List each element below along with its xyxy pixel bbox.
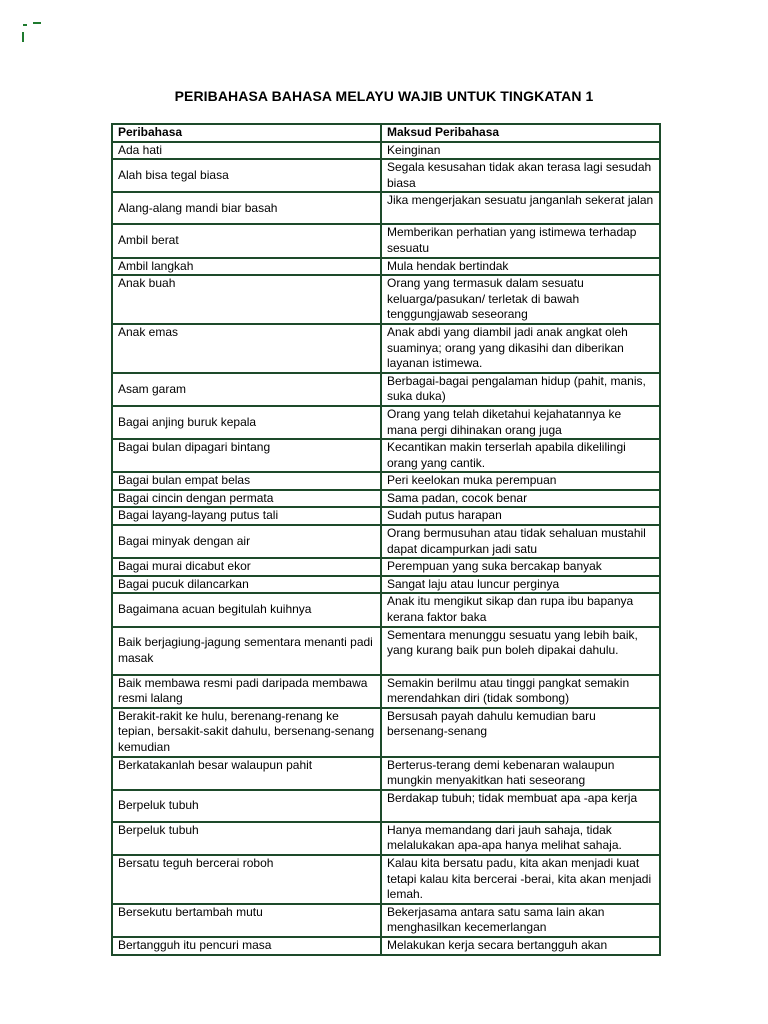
maksud-cell: Kecantikan makin terserlah apabila dikelilingi orang yang cantik. (381, 439, 660, 472)
peribahasa-cell: Baik membawa resmi padi daripada membawa resmi lalang (112, 675, 381, 708)
peribahasa-cell: Bagai anjing buruk kepala (112, 406, 381, 439)
maksud-cell: Melakukan kerja secara bertangguh akan (381, 937, 660, 955)
maksud-cell: Orang bermusuhan atau tidak sehaluan mustahil dapat dicampurkan jadi satu (381, 525, 660, 558)
maksud-cell: Bersusah payah dahulu kemudian baru bersenang-senang (381, 708, 660, 757)
column-header-maksud: Maksud Peribahasa (381, 124, 660, 142)
peribahasa-cell: Ambil berat (112, 224, 381, 257)
table-row (112, 593, 660, 626)
maksud-cell: Semakin berilmu atau tinggi pangkat semakin merendahkan diri (tidak sombong) (381, 675, 660, 708)
maksud-cell: Keinginan (381, 142, 660, 160)
peribahasa-cell: Bagai minyak dengan air (112, 525, 381, 558)
table-row (112, 507, 660, 525)
crop-mark-horizontal (33, 22, 41, 24)
crop-mark-horizontal (23, 24, 27, 26)
peribahasa-cell: Bagai layang-layang putus tali (112, 507, 381, 525)
maksud-cell: Mula hendak bertindak (381, 258, 660, 276)
peribahasa-cell: Ambil langkah (112, 258, 381, 276)
peribahasa-cell: Anak emas (112, 324, 381, 373)
maksud-cell: Jika mengerjakan sesuatu janganlah sekerat jalan (381, 192, 660, 224)
table-row (112, 937, 660, 955)
table-row (112, 675, 660, 708)
peribahasa-table (111, 123, 661, 956)
column-header-peribahasa: Peribahasa (112, 124, 381, 142)
table-row (112, 258, 660, 276)
maksud-cell: Sudah putus harapan (381, 507, 660, 525)
table-header-row (112, 124, 660, 142)
maksud-cell: Peri keelokan muka perempuan (381, 472, 660, 490)
peribahasa-cell: Bagai bulan dipagari bintang (112, 439, 381, 472)
table-row (112, 558, 660, 576)
table-row (112, 192, 660, 224)
maksud-cell: Anak abdi yang diambil jadi anak angkat oleh suaminya; orang yang dikasihi dan diberikan layanan istimewa. (381, 324, 660, 373)
table-row (112, 822, 660, 855)
maksud-cell: Anak itu mengikut sikap dan rupa ibu bapanya kerana faktor baka (381, 593, 660, 626)
maksud-cell: Sementara menunggu sesuatu yang lebih baik, yang kurang baik pun boleh dipakai dahulu. (381, 627, 660, 675)
maksud-cell: Orang yang telah diketahui kejahatannya ke mana pergi dihinakan orang juga (381, 406, 660, 439)
crop-mark-vertical (22, 32, 24, 42)
peribahasa-cell: Bagaimana acuan begitulah kuihnya (112, 593, 381, 626)
peribahasa-cell: Berpeluk tubuh (112, 822, 381, 855)
peribahasa-cell: Bertangguh itu pencuri masa (112, 937, 381, 955)
table-row (112, 627, 660, 675)
maksud-cell: Hanya memandang dari jauh sahaja, tidak melalukakan apa-apa hanya melihat sahaja. (381, 822, 660, 855)
table-row (112, 490, 660, 508)
peribahasa-cell: Baik berjagiung-jagung sementara menanti padi masak (112, 627, 381, 675)
table-row (112, 373, 660, 406)
peribahasa-cell: Alang-alang mandi biar basah (112, 192, 381, 224)
peribahasa-cell: Bagai cincin dengan permata (112, 490, 381, 508)
maksud-cell: Kalau kita bersatu padu, kita akan menjadi kuat tetapi kalau kita bercerai -berai, kita akan menjadi lemah. (381, 855, 660, 904)
maksud-cell: Sangat laju atau luncur perginya (381, 576, 660, 594)
table-row (112, 159, 660, 192)
peribahasa-cell: Berkatakanlah besar walaupun pahit (112, 757, 381, 790)
peribahasa-cell: Bagai murai dicabut ekor (112, 558, 381, 576)
peribahasa-cell: Berpeluk tubuh (112, 790, 381, 822)
table-row (112, 904, 660, 937)
table-row (112, 439, 660, 472)
peribahasa-cell: Bagai pucuk dilancarkan (112, 576, 381, 594)
table-row (112, 406, 660, 439)
table-row (112, 576, 660, 594)
peribahasa-cell: Asam garam (112, 373, 381, 406)
table-row (112, 324, 660, 373)
maksud-cell: Orang yang termasuk dalam sesuatu keluarga/pasukan/ terletak di bawah tenggungjawab seseorang (381, 275, 660, 324)
peribahasa-cell: Berakit-rakit ke hulu, berenang-renang ke tepian, bersakit-sakit dahulu, bersenang-senang kemudian (112, 708, 381, 757)
table-row (112, 757, 660, 790)
peribahasa-cell: Bagai bulan empat belas (112, 472, 381, 490)
maksud-cell: Sama padan, cocok benar (381, 490, 660, 508)
peribahasa-cell: Ada hati (112, 142, 381, 160)
peribahasa-cell: Bersekutu bertambah mutu (112, 904, 381, 937)
table-row (112, 472, 660, 490)
maksud-cell: Berdakap tubuh; tidak membuat apa -apa kerja (381, 790, 660, 822)
table-row (112, 142, 660, 160)
table-row (112, 525, 660, 558)
table-row (112, 855, 660, 904)
maksud-cell: Berterus-terang demi kebenaran walaupun mungkin menyakitkan hati seseorang (381, 757, 660, 790)
table-row (112, 790, 660, 822)
peribahasa-cell: Anak buah (112, 275, 381, 324)
peribahasa-cell: Bersatu teguh bercerai roboh (112, 855, 381, 904)
table-row (112, 224, 660, 257)
maksud-cell: Berbagai-bagai pengalaman hidup (pahit, manis, suka duka) (381, 373, 660, 406)
table-row (112, 275, 660, 324)
maksud-cell: Bekerjasama antara satu sama lain akan menghasilkan kecemerlangan (381, 904, 660, 937)
table-row (112, 708, 660, 757)
peribahasa-cell: Alah bisa tegal biasa (112, 159, 381, 192)
maksud-cell: Segala kesusahan tidak akan terasa lagi sesudah biasa (381, 159, 660, 192)
maksud-cell: Memberikan perhatian yang istimewa terhadap sesuatu (381, 224, 660, 257)
page-title: PERIBAHASA BAHASA MELAYU WAJIB UNTUK TINGKATAN 1 (174, 88, 594, 104)
maksud-cell: Perempuan yang suka bercakap banyak (381, 558, 660, 576)
